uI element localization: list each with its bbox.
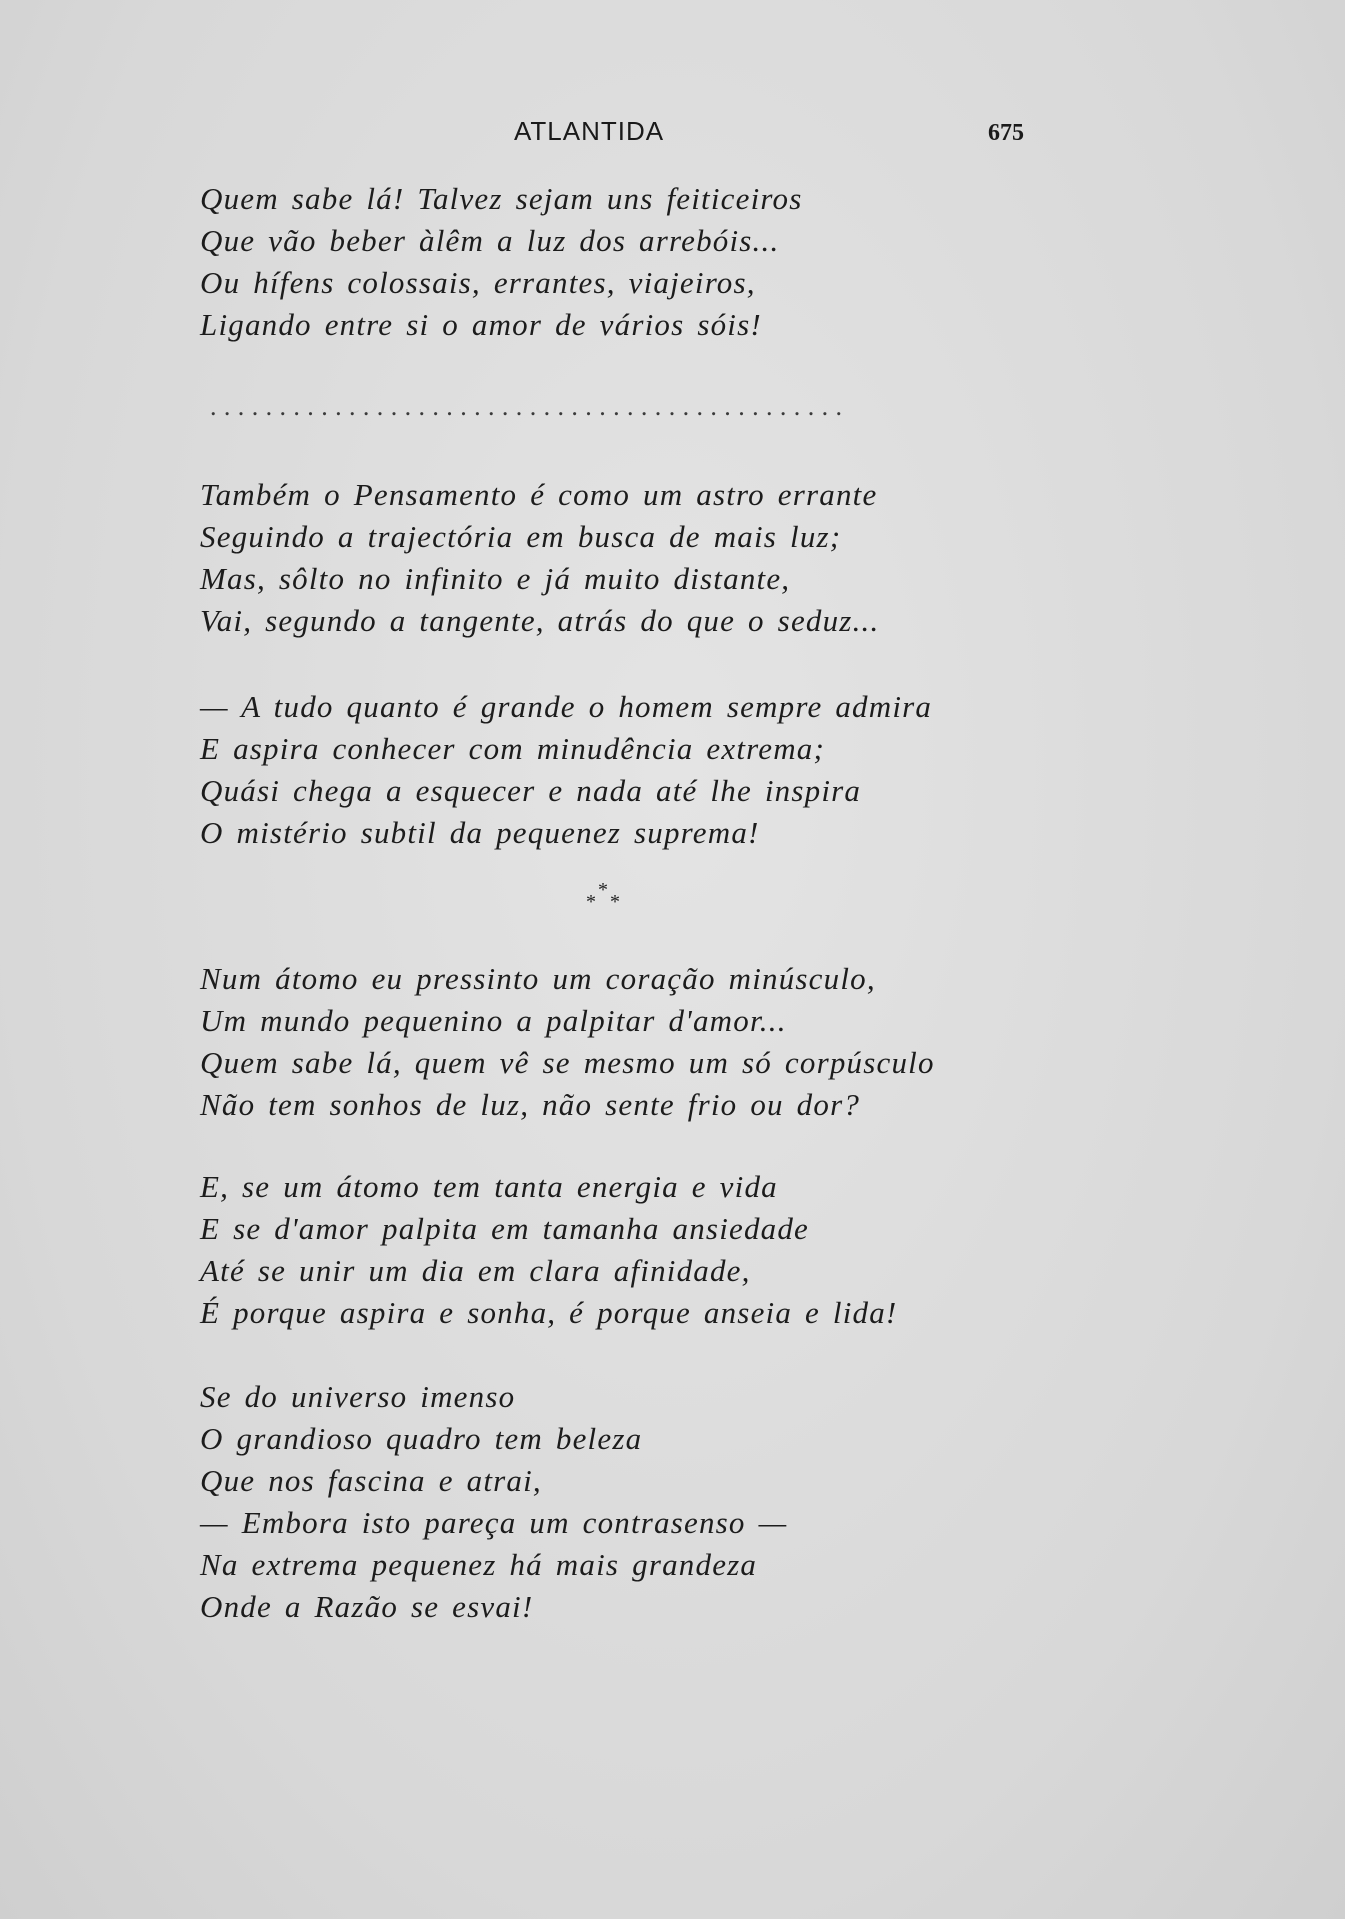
verse-line: É porque aspira e sonha, é porque anseia e lida! xyxy=(200,1295,898,1330)
verse-line: Que vão beber àlêm a luz dos arrebóis... xyxy=(200,223,780,258)
verse-line: Num átomo eu pressinto um coração minúsculo, xyxy=(200,961,876,996)
dotted-separator: .............................................. xyxy=(210,392,850,421)
verse-line: E aspira conhecer com minudência extrema; xyxy=(200,731,826,766)
verse-line: E se d'amor palpita em tamanha ansiedade xyxy=(200,1211,810,1246)
verse-line: Ligando entre si o amor de vários sóis! xyxy=(200,307,762,342)
verse-line: Que nos fascina e atrai, xyxy=(200,1463,542,1498)
verse-line: Quási chega a esquecer e nada até lhe inspira xyxy=(200,773,862,808)
verse-line: E, se um átomo tem tanta energia e vida xyxy=(200,1169,778,1204)
verse-line: Mas, sôlto no infinito e já muito distante, xyxy=(200,561,791,596)
verse-line: — A tudo quanto é grande o homem sempre admira xyxy=(200,689,933,724)
stanza-5 xyxy=(200,1166,897,1334)
running-head-title: ATLANTIDA xyxy=(514,116,665,146)
verse-line: Ou hífens colossais, errantes, viajeiros, xyxy=(200,265,756,300)
asterism-star: * xyxy=(586,891,596,913)
page-number: 675 xyxy=(988,120,1024,146)
verse-line: Quem sabe lá! Talvez sejam uns feiticeiros xyxy=(200,181,803,216)
stanza-6 xyxy=(200,1376,787,1628)
stanza-2 xyxy=(200,474,879,642)
verse-line: Na extrema pequenez há mais grandeza xyxy=(200,1547,758,1582)
stanza-3 xyxy=(200,686,932,854)
verse-line: O mistério subtil da pequenez suprema! xyxy=(200,815,760,850)
verse-line: Até se unir um dia em clara afinidade, xyxy=(200,1253,751,1288)
verse-line: O grandioso quadro tem beleza xyxy=(200,1421,643,1456)
asterism-star: * xyxy=(610,891,620,913)
asterism-star: * xyxy=(598,879,608,901)
verse-line: Também o Pensamento é como um astro errante xyxy=(200,477,878,512)
stanza-4 xyxy=(200,958,935,1126)
verse-line: Não tem sonhos de luz, não sente frio ou dor? xyxy=(200,1087,861,1122)
verse-line: Onde a Razão se esvai! xyxy=(200,1589,534,1624)
verse-line: Vai, segundo a tangente, atrás do que o seduz... xyxy=(200,603,880,638)
verse-line: — Embora isto pareça um contrasenso — xyxy=(200,1505,788,1540)
asterism-separator xyxy=(584,880,624,920)
verse-line: Um mundo pequenino a palpitar d'amor... xyxy=(200,1003,787,1038)
verse-line: Se do universo imenso xyxy=(200,1379,516,1414)
verse-line: Quem sabe lá, quem vê se mesmo um só corpúsculo xyxy=(200,1045,935,1080)
stanza-1 xyxy=(200,178,803,346)
verse-line: Seguindo a trajectória em busca de mais luz; xyxy=(200,519,842,554)
